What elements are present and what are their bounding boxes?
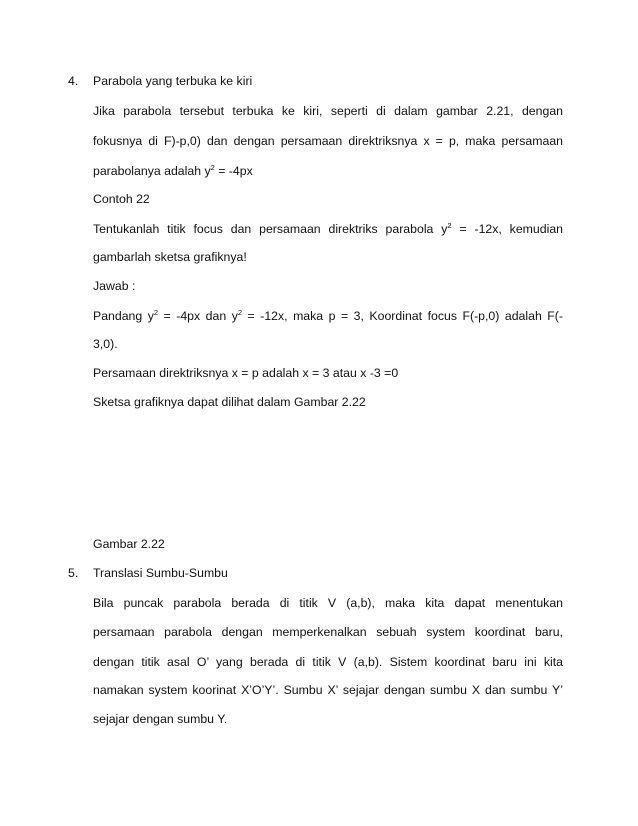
item-5-title: Translasi Sumbu-Sumbu [93, 566, 228, 580]
item-5-line-2: persamaan parabola dengan memperkenalkan sebuah system koordinat baru, [93, 625, 563, 639]
item-5-line-4: namakan system koorinat X’O’Y’. Sumbu X’ sejajar dengan sumbu X dan sumbu Y’ [93, 683, 563, 697]
answer-line-3: Persamaan direktriksnya x = p adalah x = 3 atau x -3 =0 [93, 366, 399, 380]
answer-text: Pandang y [93, 309, 154, 323]
answer-line-4: Sketsa grafiknya dapat dilihat dalam Gambar 2.22 [93, 395, 366, 409]
item-4-title: Parabola yang terbuka ke kiri [93, 74, 253, 88]
exponent: 2 [237, 307, 243, 317]
exponent: 2 [210, 162, 215, 172]
answer-text: = -4px dan y [158, 309, 238, 323]
item-4-paragraph-line-1: Jika parabola tersebut terbuka ke kiri, seperti di dalam gambar 2.21, dengan [93, 104, 563, 118]
exponent: 2 [447, 220, 452, 230]
item-4-paragraph-line-2: fokusnya di F)-p,0) dan dengan persamaan direktriksnya x = p, maka persamaan [93, 134, 563, 148]
equation-text: = -4px [214, 164, 253, 178]
answer-text: = -12x, maka p = 3, Koordinat focus F(-p,0) adalah F(- [242, 309, 563, 323]
example-text: = -12x, kemudian [451, 222, 563, 236]
example-title: Contoh 22 [93, 192, 150, 206]
item-4-paragraph-line-3 [93, 164, 253, 178]
answer-label: Jawab : [93, 279, 136, 293]
figure-caption: Gambar 2.22 [93, 537, 165, 551]
item-5-number: 5. [68, 566, 79, 580]
item-4-number: 4. [68, 74, 79, 88]
answer-line-2: 3,0). [93, 337, 118, 351]
example-line-1 [93, 222, 563, 236]
item-5-line-3: dengan titik asal O’ yang berada di titik V (a,b). Sistem koordinat baru ini kita [93, 655, 563, 669]
answer-line-1 [93, 309, 563, 323]
example-text: Tentukanlah titik focus dan persamaan direktriks parabola y [93, 222, 448, 236]
item-5-line-1: Bila puncak parabola berada di titik V (a,b), maka kita dapat menentukan [93, 596, 563, 610]
example-line-2: gambarlah sketsa grafiknya! [93, 250, 247, 264]
item-5-line-5: sejajar dengan sumbu Y. [93, 712, 228, 726]
exponent: 2 [153, 307, 159, 317]
equation-text: parabolanya adalah y [93, 164, 211, 178]
